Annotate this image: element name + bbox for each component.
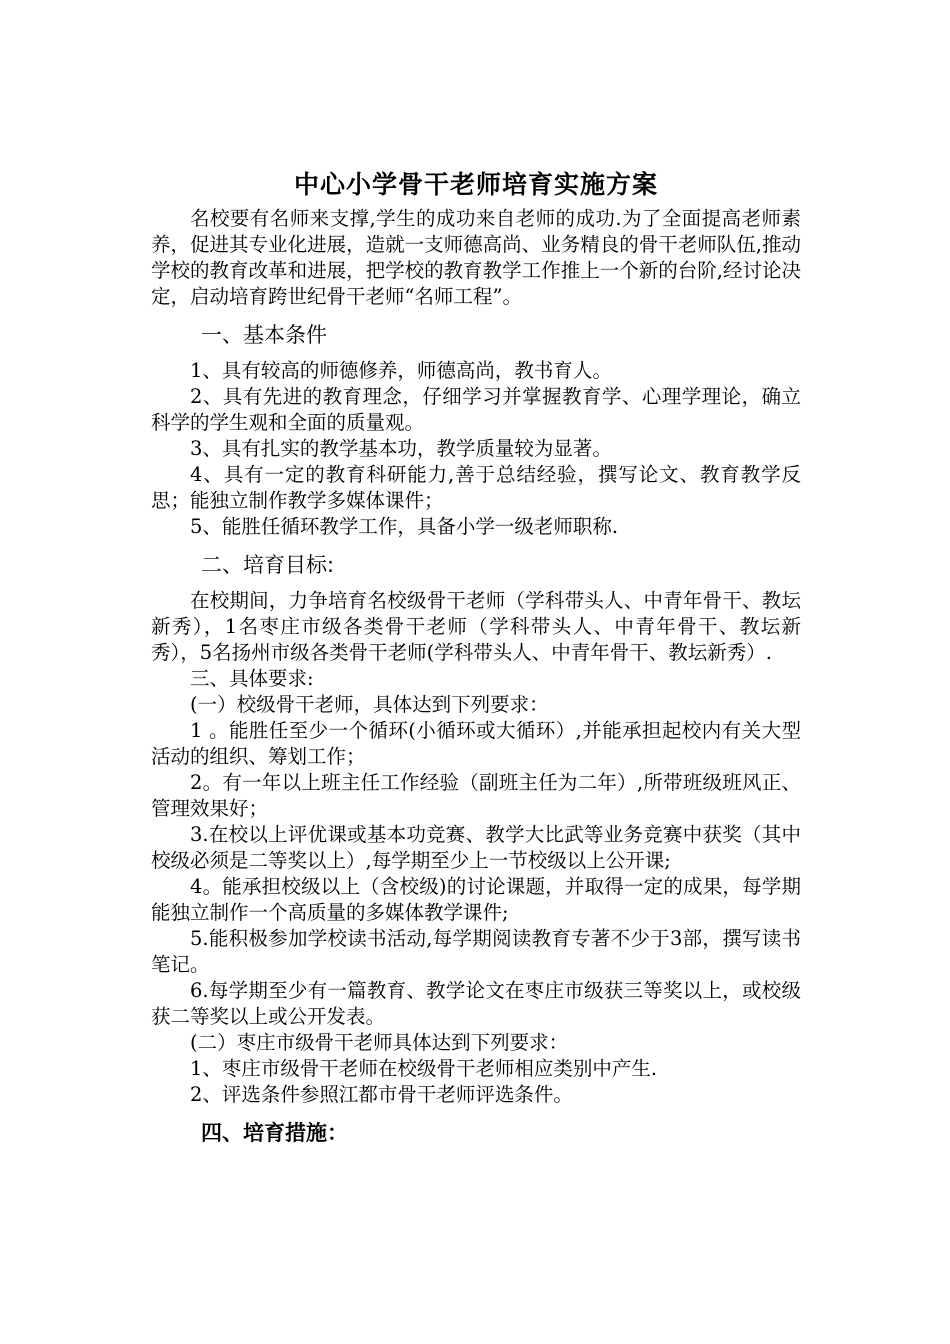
section-heading-training-goals: 二、培育目标: [201,553,335,577]
document-title: 中心小学骨干老师培育实施方案 [293,170,658,199]
basic-condition-item: 4、具有一定的教育科研能力,善于总结经验，撰写论文、教育教学反思；能独立制作教学多媒体课件； [151,463,801,512]
city-level-requirement-item: 2、评选条件参照江都市骨干老师评选条件。 [190,1083,573,1106]
intro-paragraph: 名校要有名师来支撑,学生的成功来自老师的成功.为了全面提高老师素养，促进其专业化进展，造就一支师德高尚、业务精良的骨干老师队伍,推动学校的教育改革和进展，把学校的教育教学工作推上一个新的台阶,经讨论决定，启动培育跨世纪骨干老师“名师工程”。 [151,207,801,308]
basic-condition-item: 3、具有扎实的教学基本功，教学质量较为显著。 [190,437,612,460]
basic-condition-item: 1、具有较高的师德修养，师德高尚，教书育人。 [190,359,612,382]
city-level-requirement-item: 1、枣庄市级骨干老师在校级骨干老师相应类别中产生. [190,1057,658,1080]
school-level-requirement-item: 5.能积极参加学校读书活动,每学期阅读教育专著不少于3部，撰写读书笔记。 [151,927,801,976]
document-page [151,168,801,1156]
school-level-requirement-item: 1 。能胜任至少一个循环(小循环或大循环）,并能承担起校内有关大型活动的组织、筹划工作； [151,719,801,768]
section-heading-specific-requirements: 三、具体要求: [190,667,314,690]
school-level-requirement-item: 4。能承担校级以上（含校级)的讨论课题，并取得一定的成果，每学期能独立制作一个高质量的多媒体教学课件; [151,875,801,924]
subsection-heading-school-level: (一）校级骨干老师，具体达到下列要求： [190,693,549,716]
school-level-requirement-item: 3.在校以上评优课或基本功竞赛、教学大比武等业务竞赛中获奖（其中校级必须是二等奖以上）,每学期至少上一节校级以上公开课; [151,823,801,872]
subsection-heading-city-level: (二）枣庄市级骨干老师具体达到下列要求： [190,1031,569,1054]
section-heading-basic-conditions: 一、基本条件 [201,323,327,347]
basic-condition-item: 2、具有先进的教育理念，仔细学习并掌握教育学、心理学理论，确立科学的学生观和全面的质量观。 [151,385,801,434]
school-level-requirement-item: 2。有一年以上班主任工作经验（副班主任为二年）,所带班级班风正、管理效果好； [151,771,801,820]
basic-condition-item: 5、能胜任循环教学工作，具备小学一级老师职称. [190,515,619,538]
school-level-requirement-item: 6.每学期至少有一篇教育、教学论文在枣庄市级获三等奖以上，或校级获二等奖以上或公开发表。 [151,979,801,1028]
section-heading-training-measures: 四、培育措施： [201,1121,348,1145]
training-goals-paragraph: 在校期间，力争培育名校级骨干老师（学科带头人、中青年骨干、教坛新秀），1名枣庄市级各类骨干老师（学科带头人、中青年骨干、教坛新秀），5名扬州市级各类骨干老师(学科带头人、中青年骨干、教坛新秀）. [151,589,801,664]
